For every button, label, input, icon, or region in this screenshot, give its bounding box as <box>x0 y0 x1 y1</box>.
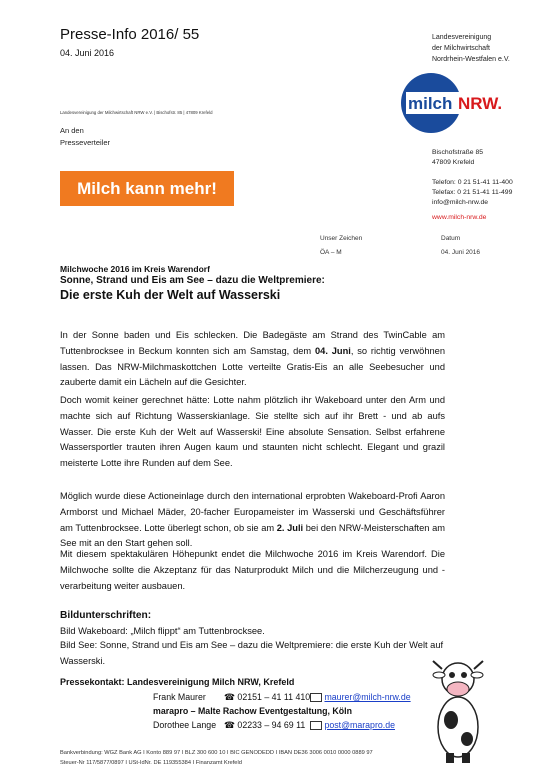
logo-word-milch: milch <box>408 94 453 113</box>
address-city: 47809 Krefeld <box>432 159 475 166</box>
paragraph-1 <box>60 328 445 391</box>
contact-1-email[interactable] <box>310 692 411 702</box>
paragraph-3-b: bei den NRW-Meisterschaften am See mit an den Start gehen soll. <box>60 522 445 549</box>
article-headline: Die erste Kuh der Welt auf Wasserski <box>60 288 281 302</box>
recipient-line-2: Presseverteiler <box>60 138 111 147</box>
paragraph-2: Doch womit keiner gerechnet hätte: Lotte nahm plötzlich ihr Wakeboard unter den Arm und machte sich auf Richtung Wasserskianlage. Sie stellte sich auf ihr Brett - und ab aufs Wasser. Die erste Kuh der Welt auf Wasserski! Eine absolute Sensation. Selbst erfahrene Wassersportler trauten ihren Augen kaum und staunten nicht schlecht. Elegant und grazil meisterte Lotte ihre Runden auf dem See. <box>60 395 445 469</box>
article-kicker: Milchwoche 2016 im Kreis Warendorf <box>60 264 210 274</box>
contact-1-phone-number: 02151 – 41 11 410 <box>237 692 311 702</box>
contact-1-name: Frank Maurer <box>153 692 206 702</box>
paragraph-1-date: 04. Juni <box>315 345 351 356</box>
contact-2-name: Dorothee Lange <box>153 720 217 730</box>
address-block <box>432 148 483 168</box>
paragraph-3-date: 2. Juli <box>276 522 304 533</box>
recipient-block <box>60 125 110 149</box>
bank-details: Bankverbindung: WGZ Bank AG I Konto 889 97 I BLZ 300 600 10 I BIC GENODEDD I IBAN DE36 3006 0010 0000 0889 97 <box>60 750 373 756</box>
contact-email[interactable]: info@milch-nrw.de <box>432 199 489 206</box>
contact-2-email-link[interactable]: post@marapro.de <box>324 720 395 730</box>
press-contact-label: Pressekontakt: Landesvereinigung Milch NRW, Krefeld <box>60 677 295 687</box>
agency-name: marapro – Malte Rachow Eventgestaltung, Köln <box>153 706 352 716</box>
contact-block <box>432 178 513 208</box>
org-line-1: Landesvereinigung <box>432 34 492 41</box>
press-info-date: 04. Juni 2016 <box>60 48 115 58</box>
paragraph-3-a: Möglich wurde diese Actioneinlage durch den international erprobten Wakeboard-Profi Aaron Armborst und Michael Mäder, 20-facher Europameister im Wasserski und Geschäftsführer am Tuttenbrocksee. Lotte überlegt schon, ob sie am <box>60 491 445 533</box>
website-link[interactable]: www.milch-nrw.de <box>432 214 487 221</box>
contact-fax: Telefax: 0 21 51-41 11-499 <box>432 189 513 196</box>
envelope-icon <box>310 693 322 702</box>
address-street: Bischofstraße 85 <box>432 149 483 156</box>
article-subline: Sonne, Strand und Eis am See – dazu die Weltpremiere: <box>60 275 325 286</box>
paragraph-1-b: , so richtig verwöhnen lassen. Das NRW-Milchmaskottchen Lotte verteilte Gratis-Eis an alle Seebesucher und zauberte damit ein Lächeln auf die Gesichter. <box>60 345 445 388</box>
org-line-3: Nordrhein-Westfalen e.V. <box>432 56 510 63</box>
milch-nrw-logo <box>400 72 520 134</box>
contact-1-email-link[interactable]: maurer@milch-nrw.de <box>324 692 411 702</box>
paragraph-1-a: In der Sonne baden und Eis schlecken. Die Badegäste am Strand des TwinCable am Tuttenbrocksee in Beckum konnten sich am Samstag, dem <box>60 330 445 356</box>
logo-word-nrw: NRW. <box>458 94 503 113</box>
organization-name <box>432 32 510 65</box>
contact-2-phone <box>224 720 305 731</box>
paragraph-3 <box>60 489 445 552</box>
contact-2-phone-number: 02233 – 94 69 11 <box>237 720 306 730</box>
tax-details: Steuer-Nr 117/5877/0897 I USt-IdNr. DE 119355384 I Finanzamt Krefeld <box>60 760 242 766</box>
caption-2: Bild See: Sonne, Strand und Eis am See – dazu die Weltpremiere: die erste Kuh der Welt auf Wasserski. <box>60 640 444 666</box>
recipient-line-1: An den <box>60 126 84 135</box>
reference-value: ÖA – M <box>320 249 342 256</box>
slogan-banner <box>60 171 234 206</box>
envelope-icon <box>310 721 322 730</box>
captions-heading: Bildunterschriften: <box>60 610 152 621</box>
slogan-text: Milch kann mehr! <box>77 179 217 198</box>
date-value: 04. Juni 2016 <box>441 249 481 256</box>
contact-phone: Telefon: 0 21 51-41 11-400 <box>432 179 513 186</box>
sender-line: Landesvereinigung der Milchwirtschaft NRW e.V. | Bischofstr. 85 | 47809 Krefeld <box>60 110 213 115</box>
contact-2-email[interactable] <box>310 720 395 730</box>
phone-icon: ☎ <box>224 720 235 730</box>
paragraph-4: Mit diesem spektakulären Höhepunkt endet die Milchwoche 2016 im Kreis Warendorf. Die Milchwoche sollte die Akzeptanz für das Naturprodukt Milch und die Milcherzeugung und -verarbeitung weiter ausbauen. <box>60 549 445 591</box>
contact-1-phone <box>224 692 310 703</box>
press-info-title: Presse-Info 2016/ 55 <box>60 26 200 43</box>
caption-1: Bild Wakeboard: „Milch flippt“ am Tuttenbrocksee. <box>60 626 265 636</box>
reference-label: Unser Zeichen <box>320 235 363 242</box>
phone-icon: ☎ <box>224 692 235 702</box>
org-line-2: der Milchwirtschaft <box>432 45 490 52</box>
date-label: Datum <box>441 235 461 242</box>
cow-mascot-image <box>425 655 491 765</box>
